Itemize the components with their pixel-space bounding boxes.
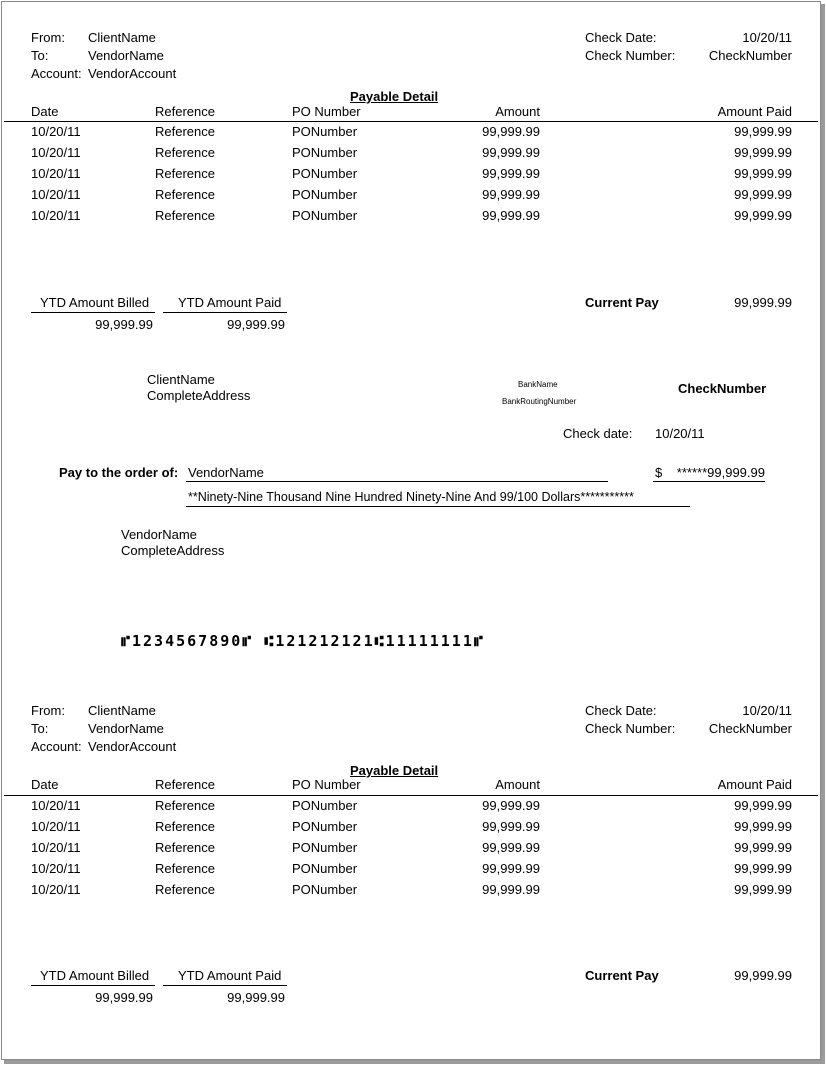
cell-amount-paid: 99,999.99: [734, 819, 792, 834]
cell-date: 10/20/11: [31, 166, 81, 181]
cell-amount-paid: 99,999.99: [734, 861, 792, 876]
cell-date: 10/20/11: [31, 840, 81, 855]
ytd-billed-underline: [31, 985, 155, 986]
cell-amount: 99,999.99: [482, 166, 540, 181]
col-header-date: Date: [31, 104, 59, 119]
ytd-paid-value: 99,999.99: [227, 317, 285, 332]
account-label: Account:: [31, 66, 82, 81]
detail-title: Payable Detail: [350, 89, 439, 104]
document-page: [1, 1, 821, 1060]
current-pay-value: 99,999.99: [734, 295, 792, 310]
check-number-label: Check Number:: [585, 721, 676, 736]
cell-amount: 99,999.99: [482, 124, 540, 139]
account-value: VendorAccount: [88, 739, 177, 754]
cell-po-number: PONumber: [292, 145, 358, 160]
col-header-reference: Reference: [155, 104, 215, 119]
check-number-label: Check Number:: [585, 48, 676, 63]
header-divider: [4, 795, 818, 796]
col-header-reference: Reference: [155, 777, 215, 792]
current-pay-value: 99,999.99: [734, 968, 792, 983]
to-label: To:: [31, 48, 49, 63]
payer-address: CompleteAddress: [147, 388, 251, 403]
cell-amount: 99,999.99: [482, 840, 540, 855]
cell-amount-paid: 99,999.99: [734, 798, 792, 813]
to-label: To:: [31, 721, 49, 736]
cell-date: 10/20/11: [31, 882, 81, 897]
ytd-billed-value: 99,999.99: [95, 317, 153, 332]
cell-date: 10/20/11: [31, 145, 81, 160]
check-date-label: Check Date:: [585, 703, 657, 718]
current-pay-label: Current Pay: [585, 968, 659, 983]
cell-amount-paid: 99,999.99: [734, 124, 792, 139]
amount-in-words: **Ninety-Nine Thousand Nine Hundred Ninety-Nine And 99/100 Dollars***********: [188, 490, 634, 504]
col-header-date: Date: [31, 777, 59, 792]
cell-po-number: PONumber: [292, 882, 358, 897]
check-number: CheckNumber: [678, 381, 767, 396]
ytd-paid-label: YTD Amount Paid: [178, 295, 282, 310]
col-header-amount: Amount: [495, 777, 540, 792]
cell-amount-paid: 99,999.99: [734, 166, 792, 181]
detail-title: Payable Detail: [350, 763, 439, 778]
check-date-value: 10/20/11: [742, 703, 792, 718]
ytd-billed-value: 99,999.99: [95, 990, 153, 1005]
col-header-amount-paid: Amount Paid: [717, 777, 792, 792]
cell-amount-paid: 99,999.99: [734, 208, 792, 223]
cell-po-number: PONumber: [292, 819, 358, 834]
cell-reference: Reference: [155, 145, 215, 160]
from-label: From:: [31, 30, 65, 45]
cell-reference: Reference: [155, 819, 215, 834]
payee-address: CompleteAddress: [121, 543, 225, 558]
payee-name: VendorName: [121, 527, 197, 542]
cell-amount: 99,999.99: [482, 187, 540, 202]
check-number-value: CheckNumber: [708, 721, 792, 736]
cell-reference: Reference: [155, 208, 215, 223]
cell-po-number: PONumber: [292, 124, 358, 139]
cell-date: 10/20/11: [31, 798, 81, 813]
account-label: Account:: [31, 739, 82, 754]
check-number-value: CheckNumber: [708, 48, 792, 63]
cell-amount: 99,999.99: [482, 861, 540, 876]
payee-underline: [186, 481, 608, 482]
cell-date: 10/20/11: [31, 124, 81, 139]
cell-amount: 99,999.99: [482, 882, 540, 897]
from-label: From:: [31, 703, 65, 718]
cell-po-number: PONumber: [292, 840, 358, 855]
pay-to-label: Pay to the order of:: [59, 465, 179, 480]
to-value: VendorName: [88, 48, 164, 63]
cell-reference: Reference: [155, 861, 215, 876]
col-header-po-number: PO Number: [292, 104, 361, 119]
cell-reference: Reference: [155, 798, 215, 813]
bank-name: BankName: [518, 380, 558, 389]
cell-date: 10/20/11: [31, 861, 81, 876]
current-pay-label: Current Pay: [585, 295, 659, 310]
account-value: VendorAccount: [88, 66, 177, 81]
from-value: ClientName: [88, 703, 156, 718]
amount-words-underline: [186, 506, 690, 507]
cell-amount-paid: 99,999.99: [734, 145, 792, 160]
col-header-amount-paid: Amount Paid: [717, 104, 792, 119]
check-date-value: 10/20/11: [742, 30, 792, 45]
payee-line-name: VendorName: [188, 465, 264, 480]
cell-amount: 99,999.99: [482, 819, 540, 834]
cell-amount-paid: 99,999.99: [734, 882, 792, 897]
cell-amount-paid: 99,999.99: [734, 187, 792, 202]
amount-underline: [653, 481, 765, 482]
cell-reference: Reference: [155, 187, 215, 202]
ytd-paid-value: 99,999.99: [227, 990, 285, 1005]
col-header-amount: Amount: [495, 104, 540, 119]
cell-amount: 99,999.99: [482, 798, 540, 813]
ytd-billed-label: YTD Amount Billed: [40, 295, 150, 310]
cell-po-number: PONumber: [292, 208, 358, 223]
cell-date: 10/20/11: [31, 208, 81, 223]
check-amount: ******99,999.99: [676, 465, 765, 480]
col-header-po-number: PO Number: [292, 777, 361, 792]
payer-name: ClientName: [147, 372, 215, 387]
check-date-label: Check Date:: [585, 30, 657, 45]
ytd-paid-underline: [163, 985, 287, 986]
cell-po-number: PONumber: [292, 187, 358, 202]
bank-routing: BankRoutingNumber: [502, 397, 577, 406]
dollar-sign: $: [655, 465, 663, 480]
ytd-paid-underline: [163, 312, 287, 313]
cell-po-number: PONumber: [292, 798, 358, 813]
cell-po-number: PONumber: [292, 166, 358, 181]
cell-amount: 99,999.99: [482, 208, 540, 223]
cell-reference: Reference: [155, 840, 215, 855]
from-value: ClientName: [88, 30, 156, 45]
cell-po-number: PONumber: [292, 861, 358, 876]
cell-date: 10/20/11: [31, 819, 81, 834]
ytd-billed-label: YTD Amount Billed: [40, 968, 150, 983]
ytd-paid-label: YTD Amount Paid: [178, 968, 282, 983]
cell-reference: Reference: [155, 166, 215, 181]
cell-amount-paid: 99,999.99: [734, 840, 792, 855]
cell-amount: 99,999.99: [482, 145, 540, 160]
to-value: VendorName: [88, 721, 164, 736]
cell-reference: Reference: [155, 124, 215, 139]
check-date-label: Check date:: [563, 426, 633, 441]
cell-reference: Reference: [155, 882, 215, 897]
micr-line: ⑈1234567890⑈ ⑆121212121⑆11111111⑈: [121, 632, 485, 650]
header-divider: [4, 121, 818, 122]
check-date-value: 10/20/11: [655, 426, 705, 441]
cell-date: 10/20/11: [31, 187, 81, 202]
ytd-billed-underline: [31, 312, 155, 313]
